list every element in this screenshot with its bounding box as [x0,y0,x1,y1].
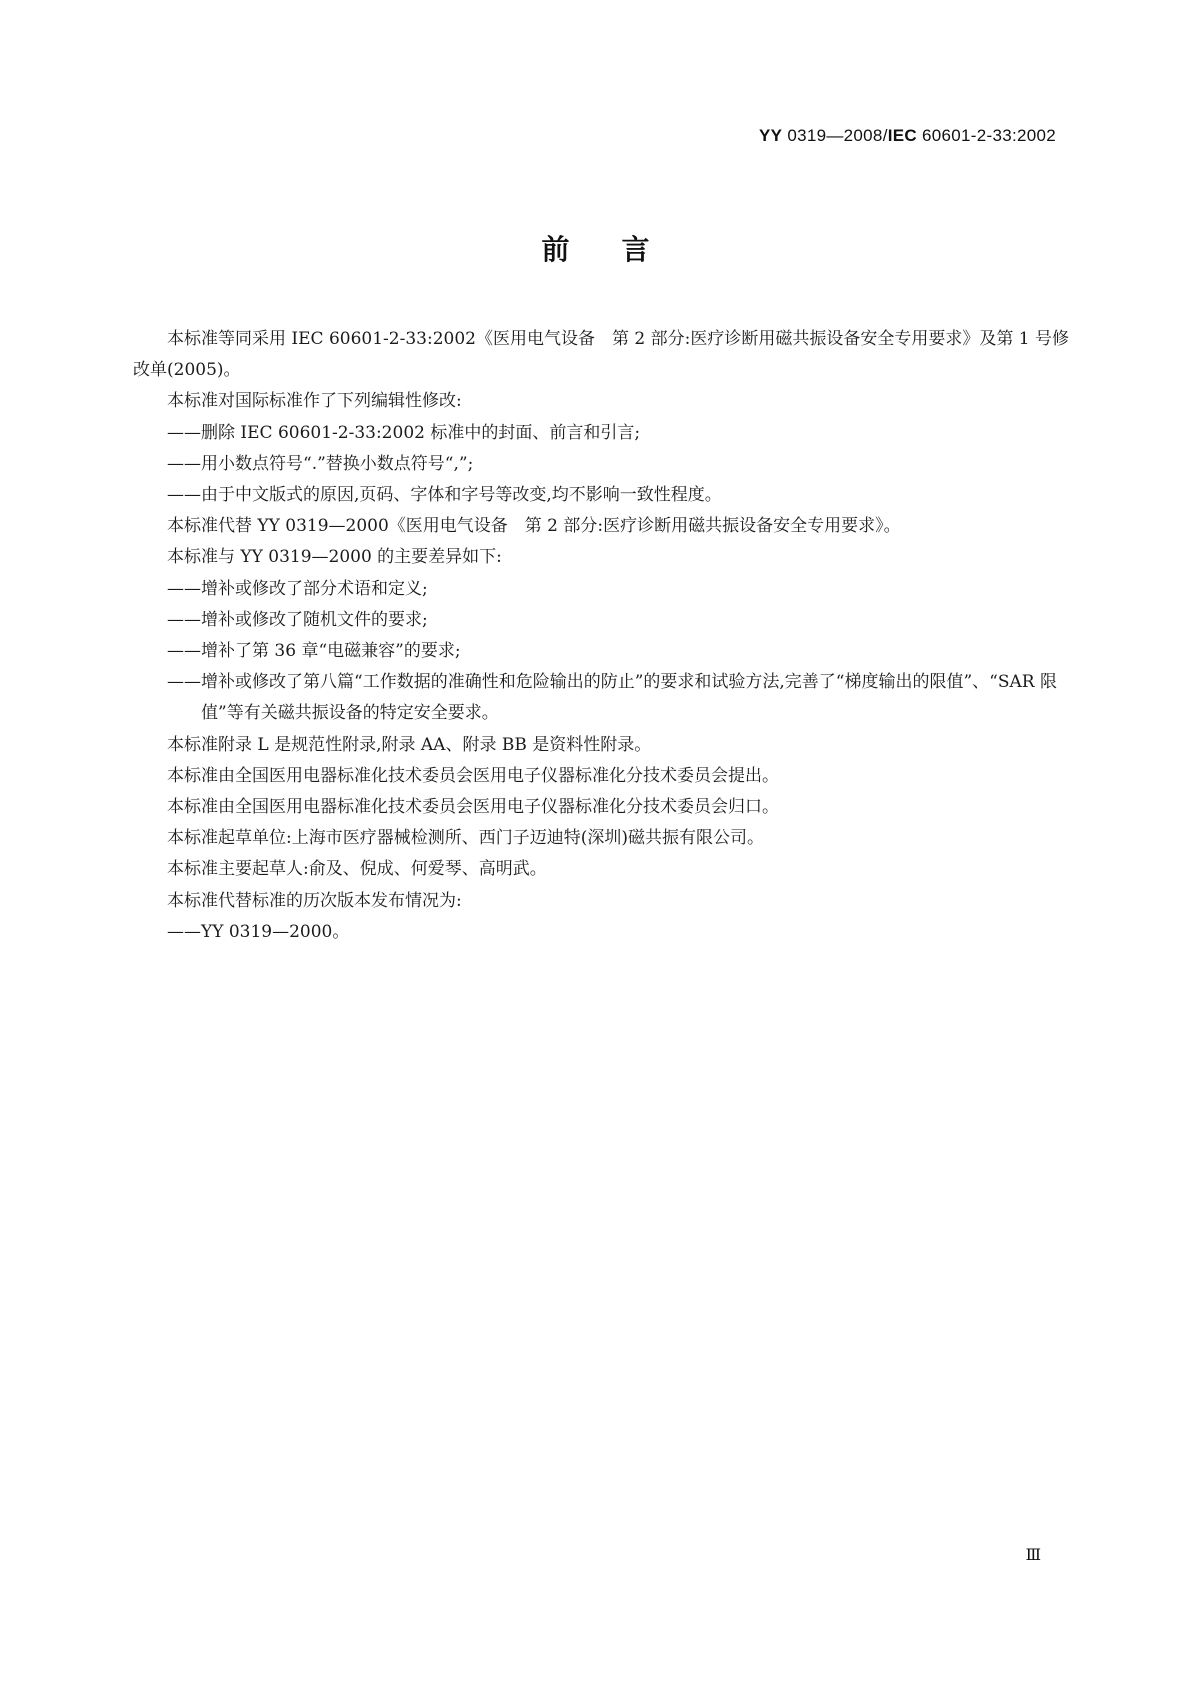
page-number: Ⅲ [1025,1545,1041,1564]
dash-list-item-text: ——增补或修改了部分术语和定义; [167,578,428,599]
dash-list-item [133,667,1069,729]
dash-list-item-text: ——用小数点符号“.”替换小数点符号“,”; [167,453,474,474]
body-paragraph: 本标准起草单位:上海市医疗器械检测所、西门子迈迪特(深圳)磁共振有限公司。 [167,828,764,849]
dash-list-item [133,449,1069,480]
dash-list-item-text: ——增补或修改了第八篇“工作数据的准确性和危险输出的防止”的要求和试验方法,完善了“梯度输出的限值”、“SAR 限值”等有关磁共振设备的特定安全要求。 [167,672,1057,724]
dash-list-item-text: ——YY 0319—2000。 [167,921,350,942]
foreword-body [133,324,1069,948]
body-paragraph: 本标准代替标准的历次版本发布情况为: [167,890,462,911]
body-paragraph: 本标准等同采用 IEC 60601-2-33:2002《医用电气设备 第 2 部分:医疗诊断用磁共振设备安全专用要求》及第 1 号修改单(2005)。 [133,329,1069,381]
body-paragraph: 本标准主要起草人:俞及、倪成、何爱琴、高明武。 [167,859,547,880]
dash-list-item-text: ——增补了第 36 章“电磁兼容”的要求; [167,641,461,662]
body-paragraph: 本标准附录 L 是规范性附录,附录 AA、附录 BB 是资料性附录。 [167,734,652,755]
dash-list-item [133,574,1069,605]
dash-list-item-text: ——增补或修改了随机文件的要求; [167,609,428,630]
dash-list-item [133,418,1069,449]
standard-code-header [759,126,1056,146]
body-paragraph: 本标准代替 YY 0319—2000《医用电气设备 第 2 部分:医疗诊断用磁共振设备安全专用要求》。 [167,516,901,537]
dash-list-item [133,917,1069,948]
standard-prefix: YY [759,126,783,145]
body-paragraph: 本标准对国际标准作了下列编辑性修改: [167,391,462,412]
iec-number: 60601-2-33:2002 [916,126,1056,145]
dash-list-item [133,605,1069,636]
dash-list-item-text: ——由于中文版式的原因,页码、字体和字号等改变,均不影响一致性程度。 [167,485,722,506]
dash-list-item [133,636,1069,667]
body-paragraph: 本标准由全国医用电器标准化技术委员会医用电子仪器标准化分技术委员会提出。 [167,765,779,786]
dash-list-item [133,480,1069,511]
body-paragraph: 本标准与 YY 0319—2000 的主要差异如下: [167,547,502,568]
dash-list-item-text: ——删除 IEC 60601-2-33:2002 标准中的封面、前言和引言; [167,422,641,443]
iec-prefix: IEC [887,126,917,145]
standard-number: 0319—2008/ [782,126,888,145]
body-paragraph: 本标准由全国医用电器标准化技术委员会医用电子仪器标准化分技术委员会归口。 [167,797,779,818]
page-title: 前言 [541,233,702,266]
